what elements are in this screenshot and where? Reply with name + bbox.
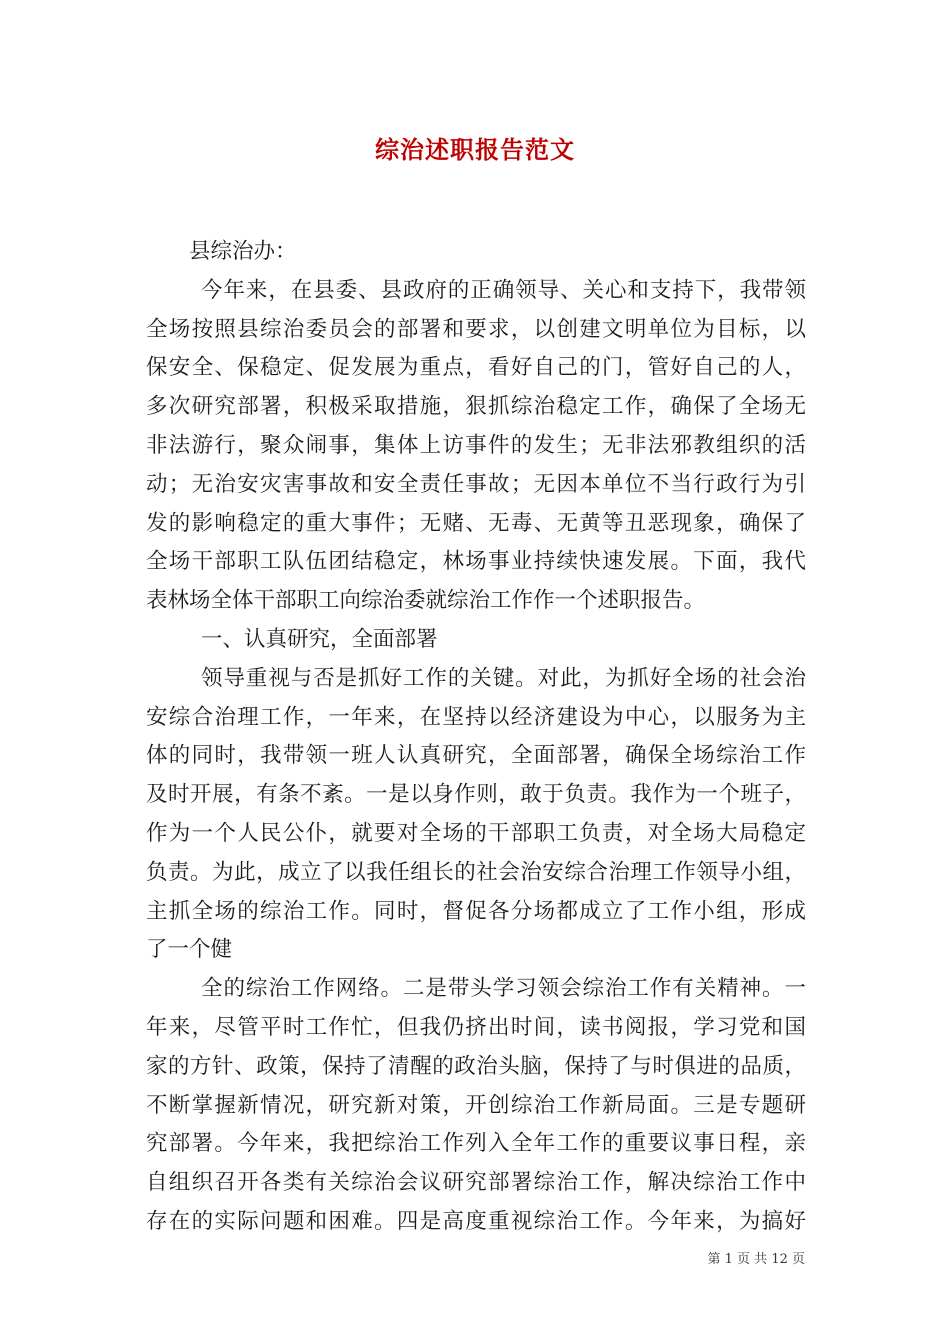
paragraph-line: 动；无治安灾害事故和安全责任事故；无因本单位不当行政行为引 xyxy=(146,471,806,497)
paragraph-line: 负责。为此，成立了以我任组长的社会治安综合治理工作领导小组， xyxy=(146,859,806,885)
paragraph-line: 今年来，在县委、县政府的正确领导、关心和支持下，我带领 xyxy=(201,277,806,303)
section-heading: 一、认真研究，全面部署 xyxy=(201,626,438,652)
document-title: 综治述职报告范文 xyxy=(375,135,575,164)
paragraph-line: 全的综治工作网络。二是带头学习领会综治工作有关精神。一 xyxy=(201,976,806,1002)
paragraph-line: 了一个健 xyxy=(146,937,233,963)
salutation-line: 县综治办： xyxy=(189,239,297,264)
paragraph-line: 体的同时，我带领一班人认真研究，全面部署，确保全场综治工作 xyxy=(146,743,806,769)
paragraph-line: 自组织召开各类有关综治会议研究部署综治工作，解决综治工作中 xyxy=(146,1170,806,1196)
paragraph-line: 究部署。今年来，我把综治工作列入全年工作的重要议事日程，亲 xyxy=(146,1131,806,1157)
paragraph-line: 领导重视与否是抓好工作的关键。对此，为抓好全场的社会治 xyxy=(201,665,806,691)
paragraph-line: 全场干部职工队伍团结稳定，林场事业持续快速发展。下面，我代 xyxy=(146,549,806,575)
paragraph-line: 及时开展，有条不紊。一是以身作则，敢于负责。我作为一个班子， xyxy=(146,782,806,808)
paragraph-line: 不断掌握新情况，研究新对策，开创综治工作新局面。三是专题研 xyxy=(146,1092,806,1118)
paragraph-line: 安综合治理工作，一年来，在坚持以经济建设为中心，以服务为主 xyxy=(146,704,806,730)
paragraph-line: 非法游行，聚众闹事，集体上访事件的发生；无非法邪教组织的活 xyxy=(146,432,806,458)
paragraph-line: 作为一个人民公仆，就要对全场的干部职工负责，对全场大局稳定 xyxy=(146,820,806,846)
paragraph-line: 表林场全体干部职工向综治委就综治工作作一个述职报告。 xyxy=(146,588,706,614)
page-number-footer: 第 1 页 共 12 页 xyxy=(707,1252,805,1267)
paragraph-line: 发的影响稳定的重大事件；无赌、无毒、无黄等丑恶现象，确保了 xyxy=(146,510,806,536)
paragraph-line: 全场按照县综治委员会的部署和要求，以创建文明单位为目标，以 xyxy=(146,316,806,342)
paragraph-line: 存在的实际问题和困难。四是高度重视综治工作。今年来，为搞好 xyxy=(146,1208,806,1234)
paragraph-line: 家的方针、政策，保持了清醒的政治头脑，保持了与时俱进的品质， xyxy=(146,1053,806,1079)
paragraph-line: 年来，尽管平时工作忙，但我仍挤出时间，读书阅报，学习党和国 xyxy=(146,1014,806,1040)
document-body xyxy=(146,233,806,1242)
paragraph-line: 主抓全场的综治工作。同时，督促各分场都成立了工作小组，形成 xyxy=(146,898,806,924)
paragraph-line: 保安全、保稳定、促发展为重点，看好自己的门，管好自己的人， xyxy=(146,355,806,381)
paragraph-line: 多次研究部署，积极采取措施，狠抓综治稳定工作，确保了全场无 xyxy=(146,394,806,420)
